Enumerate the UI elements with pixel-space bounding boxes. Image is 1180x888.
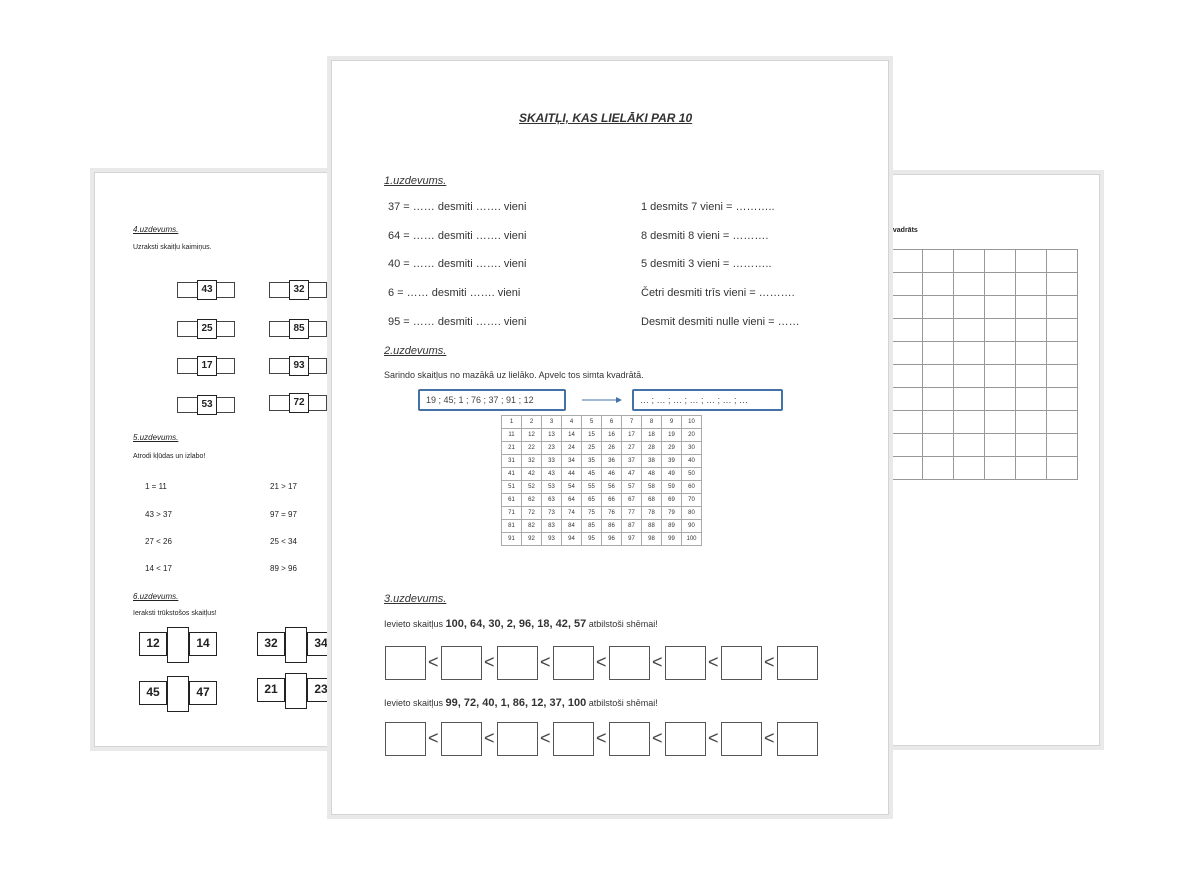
- task1-row-left: 95 = …… desmiti ……. vieni: [388, 316, 527, 328]
- grid-cell: [892, 342, 923, 365]
- neighbor-box: 72: [269, 393, 329, 413]
- grid-cell: [954, 388, 985, 411]
- task3-line2: [384, 697, 658, 709]
- hundred-square-cell[interactable]: 51: [502, 481, 522, 494]
- hundred-square-cell[interactable]: 34: [562, 455, 582, 468]
- task4-instruction: Uzraksti skaitļu kaimiņus.: [133, 244, 212, 251]
- hundred-square-cell[interactable]: 75: [582, 507, 602, 520]
- grid-cell: [954, 457, 985, 480]
- hundred-square-cell[interactable]: 62: [522, 494, 542, 507]
- answer-box[interactable]: [777, 722, 818, 756]
- hundred-square-cell[interactable]: 28: [642, 442, 662, 455]
- hundred-square-cell[interactable]: 17: [622, 429, 642, 442]
- less-than-symbol: <: [708, 652, 719, 672]
- task1-row-right: 1 desmits 7 vieni = ………..: [641, 201, 775, 213]
- answer-box[interactable]: [441, 722, 482, 756]
- hundred-square-cell[interactable]: 23: [542, 442, 562, 455]
- answer-box[interactable]: [721, 646, 762, 680]
- hundred-square-cell[interactable]: 11: [502, 429, 522, 442]
- hundred-square-cell[interactable]: 68: [642, 494, 662, 507]
- hundred-square-cell[interactable]: 61: [502, 494, 522, 507]
- hundred-square-cell[interactable]: 85: [582, 520, 602, 533]
- grid-cell: [1047, 296, 1078, 319]
- answer-box[interactable]: [441, 646, 482, 680]
- hundred-square-cell[interactable]: 41: [502, 468, 522, 481]
- center-worksheet-page: [331, 60, 889, 815]
- hundred-square-cell[interactable]: 1: [502, 416, 522, 429]
- hundred-square-cell[interactable]: 47: [622, 468, 642, 481]
- empty-grid: [891, 249, 1078, 480]
- less-than-symbol: <: [764, 652, 775, 672]
- hundred-square-cell[interactable]: 2: [522, 416, 542, 429]
- comparison-item: 27 < 26: [145, 537, 172, 546]
- hundred-square-cell[interactable]: 13: [542, 429, 562, 442]
- hundred-square-cell[interactable]: 40: [682, 455, 702, 468]
- grid-cell: [1047, 273, 1078, 296]
- answer-box[interactable]: [553, 646, 594, 680]
- task3-line2-numbers: 99, 72, 40, 1, 86, 12, 37, 100: [445, 697, 587, 709]
- comparison-item: 89 > 96: [270, 564, 297, 573]
- hundred-square-cell[interactable]: 14: [562, 429, 582, 442]
- grid-cell: [892, 273, 923, 296]
- hundred-square-cell[interactable]: 82: [522, 520, 542, 533]
- hundred-square-cell[interactable]: 43: [542, 468, 562, 481]
- hundred-square-cell[interactable]: 84: [562, 520, 582, 533]
- neighbor-box: 32: [269, 280, 329, 300]
- hundred-square-cell[interactable]: 71: [502, 507, 522, 520]
- grid-cell: [954, 365, 985, 388]
- neighbor-box: 25: [177, 319, 237, 339]
- comparison-item: 21 > 17: [270, 482, 297, 491]
- hundred-square-cell[interactable]: 37: [622, 455, 642, 468]
- hundred-square-cell[interactable]: 81: [502, 520, 522, 533]
- hundred-square-cell[interactable]: 54: [562, 481, 582, 494]
- task1-row-right: Četri desmiti trīs vieni = ……….: [641, 287, 795, 299]
- hundred-square-cell[interactable]: 89: [662, 520, 682, 533]
- less-than-symbol: <: [428, 728, 439, 748]
- hundred-square-cell[interactable]: 74: [562, 507, 582, 520]
- grid-cell: [923, 457, 954, 480]
- hundred-square-cell[interactable]: 10: [682, 416, 702, 429]
- grid-cell: [985, 434, 1016, 457]
- grid-cell: [1016, 250, 1047, 273]
- less-than-symbol: <: [540, 728, 551, 748]
- grid-cell: [1047, 434, 1078, 457]
- hundred-square-cell[interactable]: 7: [622, 416, 642, 429]
- right-worksheet-page: [870, 174, 1100, 746]
- task1-row-right: 5 desmiti 3 vieni = ………..: [641, 258, 772, 270]
- hundred-square-cell[interactable]: 12: [522, 429, 542, 442]
- grid-cell: [923, 296, 954, 319]
- task1-row-left: 6 = …… desmiti ……. vieni: [388, 287, 521, 299]
- neighbor-box: 93: [269, 356, 329, 376]
- hundred-square-cell[interactable]: 25: [582, 442, 602, 455]
- hundred-square-cell[interactable]: 48: [642, 468, 662, 481]
- grid-cell: [985, 411, 1016, 434]
- right-sheet-title: kvadrāts: [889, 227, 918, 234]
- task4-heading: 4.uzdevums.: [133, 225, 179, 234]
- less-than-symbol: <: [540, 652, 551, 672]
- hundred-square-cell[interactable]: 42: [522, 468, 542, 481]
- hundred-square-cell[interactable]: 31: [502, 455, 522, 468]
- hundred-square-cell[interactable]: 100: [682, 533, 702, 546]
- hundred-square-cell[interactable]: 98: [642, 533, 662, 546]
- grid-cell: [892, 411, 923, 434]
- comparison-item: 97 = 97: [270, 510, 297, 519]
- grid-cell: [954, 319, 985, 342]
- hundred-square-cell[interactable]: 3: [542, 416, 562, 429]
- hundred-square-cell[interactable]: 15: [582, 429, 602, 442]
- hundred-square-cell[interactable]: 26: [602, 442, 622, 455]
- hundred-square-cell[interactable]: 4: [562, 416, 582, 429]
- hundred-square: [501, 415, 702, 546]
- task3-line1: [384, 618, 658, 630]
- hundred-square-cell[interactable]: 16: [602, 429, 622, 442]
- grid-cell: [985, 365, 1016, 388]
- page-title: SKAITĻI, KAS LIELĀKI PAR 10: [519, 111, 693, 125]
- hundred-square-cell[interactable]: 8: [642, 416, 662, 429]
- task3-line1-prefix: Ievieto skaitļus: [384, 619, 446, 629]
- hundred-square-cell[interactable]: 76: [602, 507, 622, 520]
- grid-cell: [923, 411, 954, 434]
- missing-number-box: 32 34: [257, 627, 335, 663]
- arrow-right-icon: [582, 394, 622, 406]
- grid-cell: [923, 319, 954, 342]
- task3-line2-suffix: atbilstoši shēmai!: [586, 698, 658, 708]
- missing-number-box: 45 47: [139, 676, 217, 712]
- grid-cell: [954, 250, 985, 273]
- grid-cell: [985, 319, 1016, 342]
- less-than-symbol: <: [484, 652, 495, 672]
- grid-cell: [1016, 319, 1047, 342]
- comparison-chain-2: [385, 722, 821, 756]
- grid-cell: [1047, 457, 1078, 480]
- task1-row-left: 64 = …… desmiti ……. vieni: [388, 230, 527, 242]
- task3-line1-numbers: 100, 64, 30, 2, 96, 18, 42, 57: [445, 618, 587, 630]
- hundred-square-cell[interactable]: 69: [662, 494, 682, 507]
- answer-box[interactable]: [385, 646, 426, 680]
- answer-box[interactable]: [665, 646, 706, 680]
- grid-cell: [923, 250, 954, 273]
- grid-cell: [923, 342, 954, 365]
- answer-box[interactable]: [721, 722, 762, 756]
- hundred-square-cell[interactable]: 88: [642, 520, 662, 533]
- task2-heading: 2.uzdevums.: [384, 345, 447, 357]
- task6-instruction: Ieraksti trūkstošos skaitļus!: [133, 610, 217, 617]
- grid-cell: [1047, 250, 1078, 273]
- hundred-square-cell[interactable]: 96: [602, 533, 622, 546]
- task2-instruction: Sarindo skaitļus no mazākā uz lielāko. Apvelc tos simta kvadrātā.: [384, 370, 644, 380]
- hundred-square-cell[interactable]: 73: [542, 507, 562, 520]
- missing-number-box: 21 23: [257, 673, 335, 709]
- task5-heading: 5.uzdevums.: [133, 433, 179, 442]
- grid-cell: [954, 296, 985, 319]
- grid-cell: [1047, 388, 1078, 411]
- hundred-square-cell[interactable]: 21: [502, 442, 522, 455]
- hundred-square-cell[interactable]: 45: [582, 468, 602, 481]
- hundred-square-cell[interactable]: 80: [682, 507, 702, 520]
- hundred-square-cell[interactable]: 66: [602, 494, 622, 507]
- hundred-square-cell[interactable]: 97: [622, 533, 642, 546]
- answer-box[interactable]: … ; … ; … ; … ; … ; … ; …: [632, 389, 783, 411]
- hundred-square-cell[interactable]: 52: [522, 481, 542, 494]
- grid-cell: [954, 273, 985, 296]
- comparison-item: 25 < 34: [270, 537, 297, 546]
- hundred-square-cell[interactable]: 35: [582, 455, 602, 468]
- hundred-square-cell[interactable]: 70: [682, 494, 702, 507]
- hundred-square-cell[interactable]: 22: [522, 442, 542, 455]
- hundred-square-cell[interactable]: 49: [662, 468, 682, 481]
- less-than-symbol: <: [652, 652, 663, 672]
- comparison-item: 43 > 37: [145, 510, 172, 519]
- less-than-symbol: <: [428, 652, 439, 672]
- hundred-square-cell[interactable]: 33: [542, 455, 562, 468]
- hundred-square-cell[interactable]: 57: [622, 481, 642, 494]
- grid-cell: [1016, 388, 1047, 411]
- grid-cell: [1016, 296, 1047, 319]
- answer-box[interactable]: [665, 722, 706, 756]
- task3-line1-suffix: atbilstoši shēmai!: [586, 619, 658, 629]
- hundred-square-cell[interactable]: 53: [542, 481, 562, 494]
- grid-cell: [1016, 434, 1047, 457]
- neighbor-box: 53: [177, 395, 237, 415]
- grid-cell: [1016, 273, 1047, 296]
- task1-row-right: Desmit desmiti nulle vieni = ……: [641, 316, 800, 328]
- hundred-square-cell[interactable]: 83: [542, 520, 562, 533]
- sequence-box: 19 ; 45; 1 ; 76 ; 37 ; 91 ; 12: [418, 389, 566, 411]
- neighbor-box: 17: [177, 356, 237, 376]
- hundred-square-cell[interactable]: 24: [562, 442, 582, 455]
- task3-line2-prefix: Ievieto skaitļus: [384, 698, 446, 708]
- grid-cell: [892, 434, 923, 457]
- grid-cell: [923, 434, 954, 457]
- task3-heading: 3.uzdevums.: [384, 593, 447, 605]
- grid-cell: [892, 250, 923, 273]
- hundred-square-cell[interactable]: 79: [662, 507, 682, 520]
- answer-box[interactable]: [553, 722, 594, 756]
- hundred-square-cell[interactable]: 72: [522, 507, 542, 520]
- hundred-square-cell[interactable]: 60: [682, 481, 702, 494]
- hundred-square-cell[interactable]: 39: [662, 455, 682, 468]
- hundred-square-cell[interactable]: 9: [662, 416, 682, 429]
- hundred-square-cell[interactable]: 5: [582, 416, 602, 429]
- hundred-square-cell[interactable]: 44: [562, 468, 582, 481]
- hundred-square-cell[interactable]: 59: [662, 481, 682, 494]
- neighbor-box: 85: [269, 319, 329, 339]
- task1-row-right: 8 desmiti 8 vieni = ……….: [641, 230, 769, 242]
- hundred-square-cell[interactable]: 20: [682, 429, 702, 442]
- grid-cell: [985, 250, 1016, 273]
- hundred-square-cell[interactable]: 30: [682, 442, 702, 455]
- hundred-square-cell[interactable]: 90: [682, 520, 702, 533]
- grid-cell: [985, 388, 1016, 411]
- grid-cell: [923, 388, 954, 411]
- hundred-square-cell[interactable]: 46: [602, 468, 622, 481]
- grid-cell: [985, 342, 1016, 365]
- hundred-square-cell[interactable]: 65: [582, 494, 602, 507]
- grid-cell: [985, 296, 1016, 319]
- task6-heading: 6.uzdevums.: [133, 592, 179, 601]
- hundred-square-cell[interactable]: 78: [642, 507, 662, 520]
- grid-cell: [1016, 411, 1047, 434]
- comparison-item: 14 < 17: [145, 564, 172, 573]
- comparison-chain-1: [385, 646, 821, 680]
- hundred-square-cell[interactable]: 64: [562, 494, 582, 507]
- comparison-item: 1 = 11: [145, 482, 167, 491]
- grid-cell: [1016, 457, 1047, 480]
- hundred-square-cell[interactable]: 27: [622, 442, 642, 455]
- grid-cell: [954, 342, 985, 365]
- grid-cell: [1016, 342, 1047, 365]
- grid-cell: [892, 388, 923, 411]
- hundred-square-cell[interactable]: 94: [562, 533, 582, 546]
- grid-cell: [923, 365, 954, 388]
- hundred-square-cell[interactable]: 55: [582, 481, 602, 494]
- neighbor-box: 43: [177, 280, 237, 300]
- hundred-square-cell[interactable]: 63: [542, 494, 562, 507]
- grid-cell: [954, 411, 985, 434]
- grid-cell: [1047, 342, 1078, 365]
- task1-row-left: 40 = …… desmiti ……. vieni: [388, 258, 527, 270]
- hundred-square-cell[interactable]: 77: [622, 507, 642, 520]
- less-than-symbol: <: [764, 728, 775, 748]
- grid-cell: [1047, 411, 1078, 434]
- hundred-square-cell[interactable]: 67: [622, 494, 642, 507]
- answer-box[interactable]: [385, 722, 426, 756]
- hundred-square-cell[interactable]: 86: [602, 520, 622, 533]
- answer-box[interactable]: [609, 722, 650, 756]
- left-worksheet-page: [94, 172, 344, 747]
- hundred-square-cell[interactable]: 58: [642, 481, 662, 494]
- less-than-symbol: <: [596, 652, 607, 672]
- hundred-square-cell[interactable]: 87: [622, 520, 642, 533]
- less-than-symbol: <: [596, 728, 607, 748]
- answer-box[interactable]: [777, 646, 818, 680]
- less-than-symbol: <: [652, 728, 663, 748]
- hundred-square-cell[interactable]: 99: [662, 533, 682, 546]
- hundred-square-cell[interactable]: 93: [542, 533, 562, 546]
- hundred-square-cell[interactable]: 50: [682, 468, 702, 481]
- grid-cell: [985, 457, 1016, 480]
- task1-row-left: 37 = …… desmiti ……. vieni: [388, 201, 527, 213]
- grid-cell: [892, 319, 923, 342]
- grid-cell: [1047, 365, 1078, 388]
- hundred-square-cell[interactable]: 18: [642, 429, 662, 442]
- hundred-square-cell[interactable]: 32: [522, 455, 542, 468]
- less-than-symbol: <: [708, 728, 719, 748]
- grid-cell: [892, 365, 923, 388]
- missing-number-box: 12 14: [139, 627, 217, 663]
- less-than-symbol: <: [484, 728, 495, 748]
- answer-box[interactable]: [497, 646, 538, 680]
- answer-box[interactable]: [497, 722, 538, 756]
- hundred-square-cell[interactable]: 36: [602, 455, 622, 468]
- hundred-square-cell[interactable]: 29: [662, 442, 682, 455]
- hundred-square-cell[interactable]: 19: [662, 429, 682, 442]
- grid-cell: [1016, 365, 1047, 388]
- grid-cell: [954, 434, 985, 457]
- task5-instruction: Atrodi kļūdas un izlabo!: [133, 453, 206, 460]
- grid-cell: [892, 457, 923, 480]
- hundred-square-cell[interactable]: 95: [582, 533, 602, 546]
- hundred-square-cell[interactable]: 92: [522, 533, 542, 546]
- grid-cell: [892, 296, 923, 319]
- hundred-square-cell[interactable]: 6: [602, 416, 622, 429]
- hundred-square-cell[interactable]: 91: [502, 533, 522, 546]
- grid-cell: [1047, 319, 1078, 342]
- grid-cell: [923, 273, 954, 296]
- grid-cell: [985, 273, 1016, 296]
- answer-box[interactable]: [609, 646, 650, 680]
- hundred-square-cell[interactable]: 56: [602, 481, 622, 494]
- hundred-square-cell[interactable]: 38: [642, 455, 662, 468]
- task1-heading: 1.uzdevums.: [384, 175, 447, 187]
